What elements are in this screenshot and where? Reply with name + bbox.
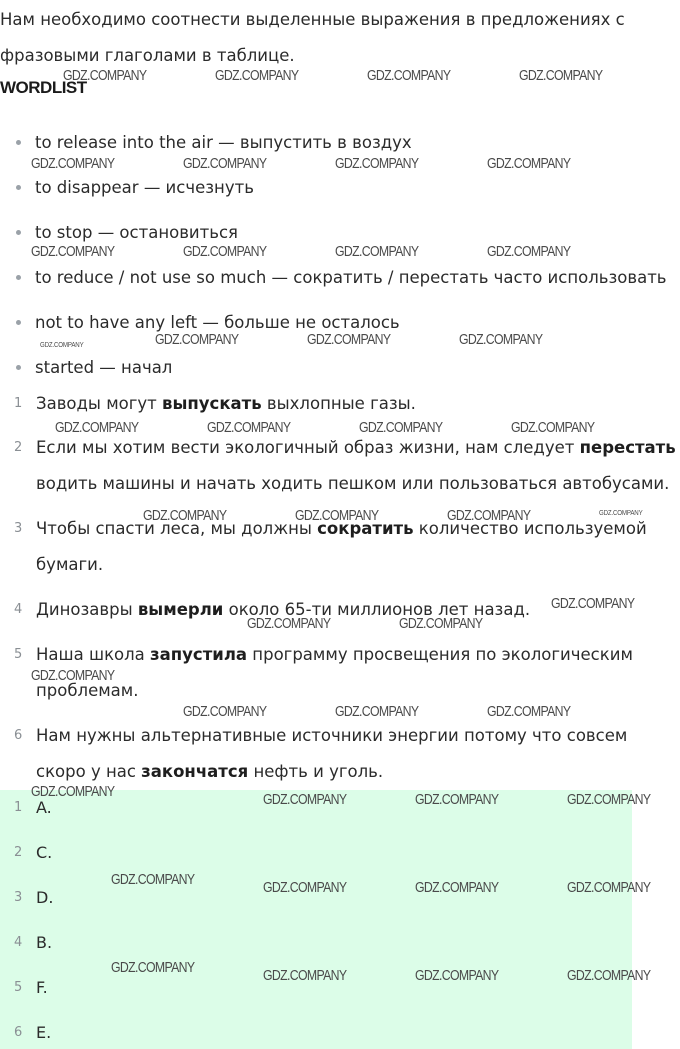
text-before: Наша школа xyxy=(36,645,151,664)
watermark: GDZ.COMPANY xyxy=(459,331,543,348)
bullet-icon xyxy=(16,230,21,235)
bullet-icon xyxy=(16,275,21,280)
watermark: GDZ.COMPANY xyxy=(111,871,195,888)
item-number: 4 xyxy=(14,602,23,617)
watermark: GDZ.COMPANY xyxy=(31,243,115,260)
sentence-text xyxy=(36,430,676,502)
item-number: 1 xyxy=(14,396,23,411)
watermark: GDZ.COMPANY xyxy=(487,243,571,260)
watermark: GDZ.COMPANY xyxy=(567,879,651,896)
item-number: 3 xyxy=(14,521,23,536)
answer-value: E. xyxy=(36,1023,52,1042)
item-number: 5 xyxy=(14,980,23,995)
item-number: 2 xyxy=(14,440,23,455)
highlighted-phrase: сократить xyxy=(317,519,414,538)
bullet-icon xyxy=(16,185,21,190)
highlighted-phrase: вымерли xyxy=(137,600,224,619)
highlighted-phrase: выпускать xyxy=(162,394,262,413)
watermark: GDZ.COMPANY xyxy=(207,419,291,436)
answer-value: A. xyxy=(36,798,52,817)
sentence-text xyxy=(36,386,676,422)
text-after: водить машины и начать ходить пешком или пользоваться автобусами. xyxy=(36,474,670,493)
watermark: GDZ.COMPANY xyxy=(31,155,115,172)
text-after: нефть и уголь. xyxy=(248,762,384,781)
text-after: выхлопные газы. xyxy=(261,394,416,413)
watermark: GDZ.COMPANY xyxy=(599,508,643,517)
list-item-text: started — начал xyxy=(35,358,173,377)
wordlist-title: WORDLIST xyxy=(0,78,87,97)
answer-value: D. xyxy=(36,888,54,907)
highlighted-phrase: перестать xyxy=(579,438,676,457)
watermark: GDZ.COMPANY xyxy=(40,340,84,349)
watermark: GDZ.COMPANY xyxy=(295,507,379,524)
watermark: GDZ.COMPANY xyxy=(567,791,651,808)
item-number: 2 xyxy=(14,845,23,860)
watermark: GDZ.COMPANY xyxy=(567,967,651,984)
text-after: программу просвещения по экологическим проблемам. xyxy=(36,645,633,700)
watermark: GDZ.COMPANY xyxy=(31,667,115,684)
watermark: GDZ.COMPANY xyxy=(307,331,391,348)
item-number: 3 xyxy=(14,890,23,905)
watermark: GDZ.COMPANY xyxy=(415,879,499,896)
sentence-text xyxy=(36,718,676,790)
bullet-icon xyxy=(16,320,21,325)
watermark: GDZ.COMPANY xyxy=(519,67,603,84)
list-item xyxy=(16,131,412,155)
watermark: GDZ.COMPANY xyxy=(367,67,451,84)
list-item-text: not to have any left — больше не осталось xyxy=(35,313,400,332)
watermark: GDZ.COMPANY xyxy=(263,791,347,808)
watermark: GDZ.COMPANY xyxy=(551,595,635,612)
watermark: GDZ.COMPANY xyxy=(183,243,267,260)
watermark: GDZ.COMPANY xyxy=(55,419,139,436)
sentence-item xyxy=(0,386,676,422)
watermark: GDZ.COMPANY xyxy=(335,243,419,260)
list-item-text: to stop — остановиться xyxy=(35,223,238,242)
watermark: GDZ.COMPANY xyxy=(511,419,595,436)
text-after: количество используемой бумаги. xyxy=(36,519,647,574)
watermark: GDZ.COMPANY xyxy=(31,783,115,800)
text-before: Динозавры xyxy=(36,600,138,619)
item-number: 5 xyxy=(14,647,23,662)
watermark: GDZ.COMPANY xyxy=(415,967,499,984)
list-item xyxy=(16,356,172,380)
watermark: GDZ.COMPANY xyxy=(155,331,239,348)
answer-value: F. xyxy=(36,978,48,997)
watermark: GDZ.COMPANY xyxy=(111,959,195,976)
list-item-text: to release into the air — выпустить в воздух xyxy=(35,133,412,152)
watermark: GDZ.COMPANY xyxy=(247,615,331,632)
watermark: GDZ.COMPANY xyxy=(447,507,531,524)
watermark: GDZ.COMPANY xyxy=(263,879,347,896)
sentence-item xyxy=(0,718,676,790)
watermark: GDZ.COMPANY xyxy=(143,507,227,524)
item-number: 6 xyxy=(14,728,23,743)
list-item xyxy=(16,176,254,200)
list-item-text: to disappear — исчезнуть xyxy=(35,178,254,197)
highlighted-phrase: закончатся xyxy=(141,762,249,781)
item-number: 4 xyxy=(14,935,23,950)
watermark: GDZ.COMPANY xyxy=(335,155,419,172)
watermark: GDZ.COMPANY xyxy=(183,155,267,172)
bullet-icon xyxy=(16,365,21,370)
answer-value: C. xyxy=(36,843,53,862)
watermark: GDZ.COMPANY xyxy=(359,419,443,436)
bullet-icon xyxy=(16,140,21,145)
watermark: GDZ.COMPANY xyxy=(487,703,571,720)
list-item-text: to reduce / not use so much — сократить / перестать часто использовать xyxy=(35,268,667,287)
text-before: Если мы хотим вести экологичный образ жизни, нам следует xyxy=(36,438,580,457)
highlighted-phrase: запустила xyxy=(150,645,248,664)
list-item xyxy=(16,221,238,245)
intro-text: Нам необходимо соотнести выделенные выражения в предложениях с фразовыми глаголами в таблице. xyxy=(0,10,625,65)
watermark: GDZ.COMPANY xyxy=(183,703,267,720)
text-before: Нам нужны альтернативные источники энергии потому что совсем скоро у нас xyxy=(36,726,628,781)
sentence-text xyxy=(36,637,676,709)
watermark: GDZ.COMPANY xyxy=(263,967,347,984)
text-after: около 65-ти миллионов лет назад. xyxy=(223,600,531,619)
watermark: GDZ.COMPANY xyxy=(415,791,499,808)
watermark: GDZ.COMPANY xyxy=(335,703,419,720)
watermark: GDZ.COMPANY xyxy=(215,67,299,84)
list-item xyxy=(16,266,667,290)
watermark: GDZ.COMPANY xyxy=(63,67,147,84)
sentence-item xyxy=(0,430,676,502)
item-number: 1 xyxy=(14,800,23,815)
watermark: GDZ.COMPANY xyxy=(399,615,483,632)
answer-value: B. xyxy=(36,933,53,952)
text-before: Заводы могут xyxy=(36,394,163,413)
text-before: Чтобы спасти леса, мы должны xyxy=(36,519,318,538)
item-number: 6 xyxy=(14,1025,23,1040)
answer-block xyxy=(0,790,632,1049)
watermark: GDZ.COMPANY xyxy=(487,155,571,172)
